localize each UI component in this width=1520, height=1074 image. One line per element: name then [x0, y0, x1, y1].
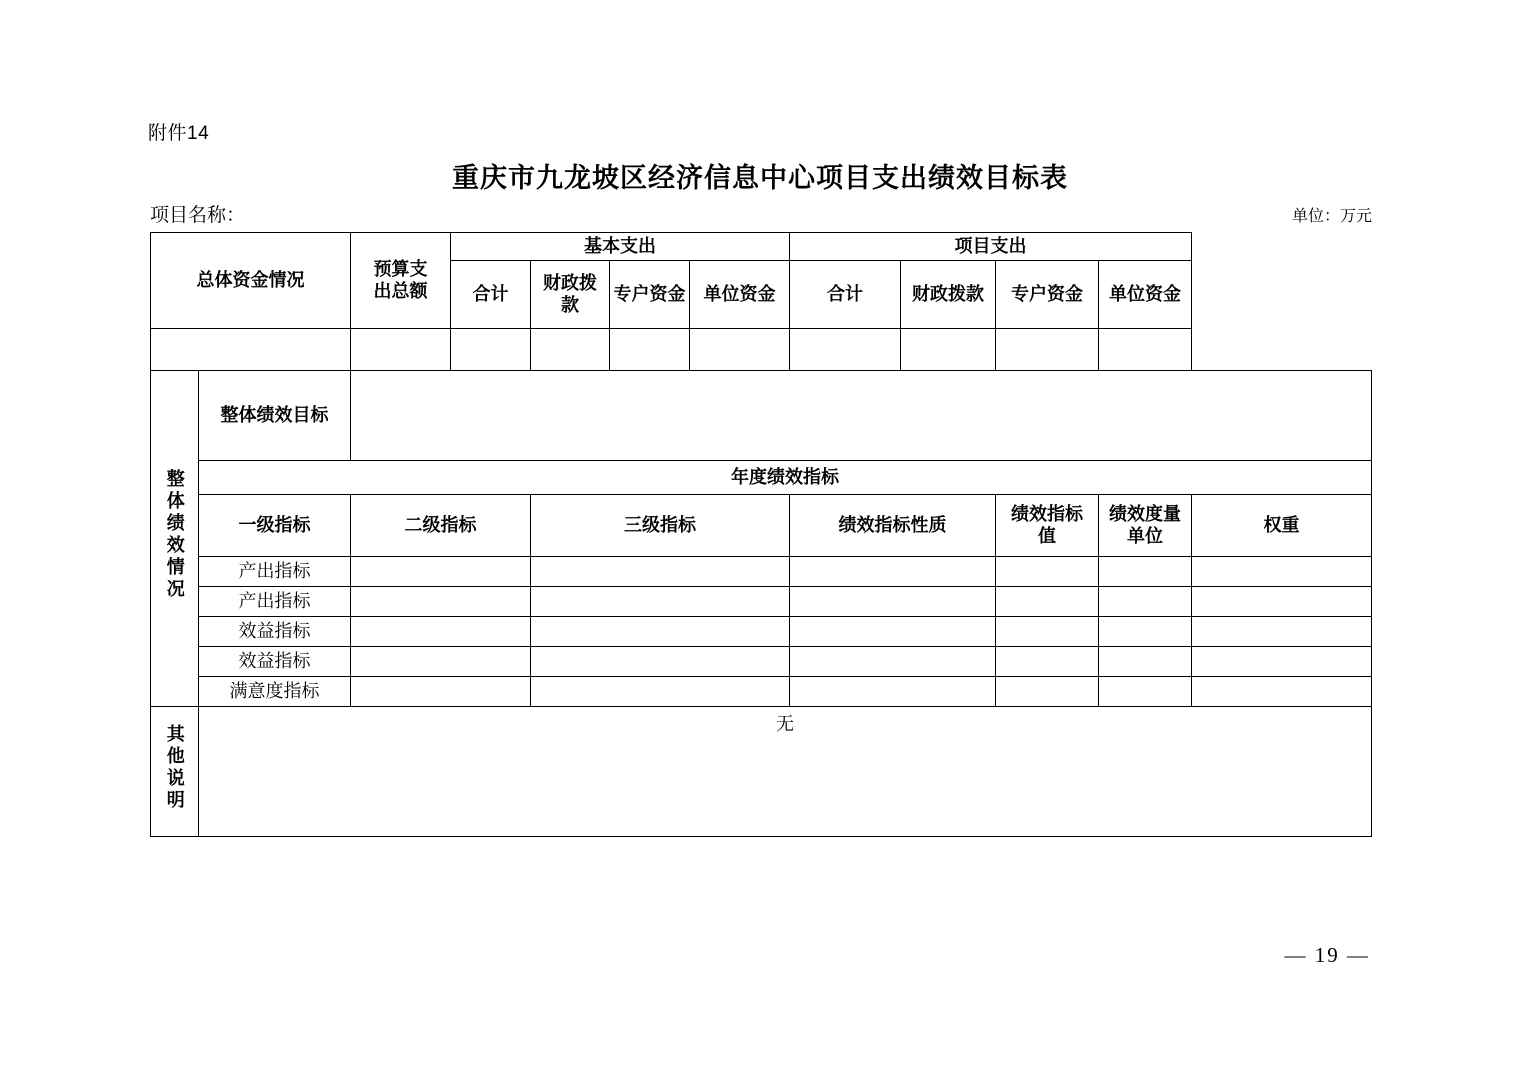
table-row: [151, 616, 1372, 646]
row-nature[interactable]: [790, 586, 996, 616]
basic-fiscal-value[interactable]: [531, 328, 610, 370]
other-notes-value[interactable]: 无: [199, 706, 1372, 836]
row-unit[interactable]: [1099, 586, 1192, 616]
project-col-special: 专户资金: [996, 260, 1099, 328]
row-unit[interactable]: [1099, 556, 1192, 586]
header-weight: 权重: [1192, 494, 1372, 556]
row-nature[interactable]: [790, 556, 996, 586]
header-indicator-value-line1: 绩效指标: [1011, 503, 1083, 524]
row-level2[interactable]: [351, 646, 531, 676]
row-level3[interactable]: [531, 586, 790, 616]
row-level3[interactable]: [531, 556, 790, 586]
header-nature: 绩效指标性质: [790, 494, 996, 556]
row-nature[interactable]: [790, 646, 996, 676]
table-row: [151, 233, 1372, 261]
table-row: [151, 586, 1372, 616]
budget-total-line2: 出总额: [373, 281, 428, 302]
overall-funding-spacer: [151, 328, 351, 370]
row-weight[interactable]: [1192, 616, 1372, 646]
basic-special-value[interactable]: [610, 328, 690, 370]
row-level2[interactable]: [351, 616, 531, 646]
performance-section-label: [151, 370, 199, 706]
row-value[interactable]: [996, 556, 1099, 586]
performance-target-table: [150, 232, 1372, 837]
header-level3: 三级指标: [531, 494, 790, 556]
header-measure-unit-line2: 单位: [1127, 526, 1163, 546]
row-unit[interactable]: [1099, 616, 1192, 646]
table-row: [151, 328, 1372, 370]
row-nature[interactable]: [790, 676, 996, 706]
project-expenditure-header: 项目支出: [790, 233, 1192, 261]
row-level2[interactable]: [351, 556, 531, 586]
row-weight[interactable]: [1192, 586, 1372, 616]
row-level1: 产出指标: [199, 586, 351, 616]
row-nature[interactable]: [790, 616, 996, 646]
basic-col-fiscal-line2: 款: [561, 295, 579, 315]
basic-expenditure-header: 基本支出: [451, 233, 790, 261]
row-weight[interactable]: [1192, 676, 1372, 706]
table-row: [151, 494, 1372, 556]
page-number: — 19 —: [1284, 943, 1370, 967]
row-level3[interactable]: [531, 676, 790, 706]
row-level1: 满意度指标: [199, 676, 351, 706]
other-notes-label-text: 其他说明: [164, 724, 185, 813]
budget-total-header: [351, 233, 451, 329]
project-col-total: 合计: [790, 260, 901, 328]
table-row: [151, 556, 1372, 586]
table-row: [151, 460, 1372, 494]
unit-note: 单位：万元: [1291, 208, 1372, 225]
header-indicator-value-line2: 值: [1038, 526, 1056, 546]
row-level3[interactable]: [531, 646, 790, 676]
row-value[interactable]: [996, 586, 1099, 616]
project-total-value[interactable]: [790, 328, 901, 370]
header-level1: 一级指标: [199, 494, 351, 556]
attachment-label: 附件14: [148, 123, 210, 144]
project-name-label: 项目名称：: [150, 205, 246, 226]
row-level1: 效益指标: [199, 616, 351, 646]
project-col-unit: 单位资金: [1099, 260, 1192, 328]
overall-goal-value[interactable]: [351, 370, 1372, 460]
header-indicator-value: [996, 494, 1099, 556]
header-level2: 二级指标: [351, 494, 531, 556]
project-fiscal-value[interactable]: [901, 328, 996, 370]
table-row: [151, 706, 1372, 836]
row-level3[interactable]: [531, 616, 790, 646]
row-unit[interactable]: [1099, 646, 1192, 676]
basic-col-fiscal-line1: 财政拨: [543, 272, 597, 293]
row-weight[interactable]: [1192, 556, 1372, 586]
overall-funding-label: 总体资金情况: [151, 233, 351, 329]
row-value[interactable]: [996, 616, 1099, 646]
table-row: [151, 370, 1372, 460]
basic-col-fiscal: [531, 260, 610, 328]
row-level2[interactable]: [351, 586, 531, 616]
basic-col-special: 专户资金: [610, 260, 690, 328]
table-row: [151, 676, 1372, 706]
budget-total-value[interactable]: [351, 328, 451, 370]
basic-col-total: 合计: [451, 260, 531, 328]
header-measure-unit-line1: 绩效度量: [1109, 503, 1181, 524]
row-level1: 产出指标: [199, 556, 351, 586]
project-col-fiscal: 财政拨款: [901, 260, 996, 328]
table-row: [151, 646, 1372, 676]
row-weight[interactable]: [1192, 646, 1372, 676]
row-level2[interactable]: [351, 676, 531, 706]
spacer-cell: [1192, 233, 1372, 329]
budget-total-line1: 预算支: [373, 258, 428, 279]
row-value[interactable]: [996, 676, 1099, 706]
basic-col-unit: 单位资金: [690, 260, 790, 328]
other-notes-label: [151, 706, 199, 836]
performance-section-label-text: 整体绩效情况: [164, 469, 185, 602]
overall-goal-label: 整体绩效目标: [199, 370, 351, 460]
header-measure-unit: [1099, 494, 1192, 556]
basic-unit-value[interactable]: [690, 328, 790, 370]
spacer-cell: [1192, 328, 1372, 370]
page-title: 重庆市九龙坡区经济信息中心项目支出绩效目标表: [452, 163, 1068, 193]
basic-total-value[interactable]: [451, 328, 531, 370]
project-special-value[interactable]: [996, 328, 1099, 370]
annual-indicator-label: 年度绩效指标: [199, 460, 1372, 494]
row-unit[interactable]: [1099, 676, 1192, 706]
project-unit-value[interactable]: [1099, 328, 1192, 370]
row-level1: 效益指标: [199, 646, 351, 676]
row-value[interactable]: [996, 646, 1099, 676]
